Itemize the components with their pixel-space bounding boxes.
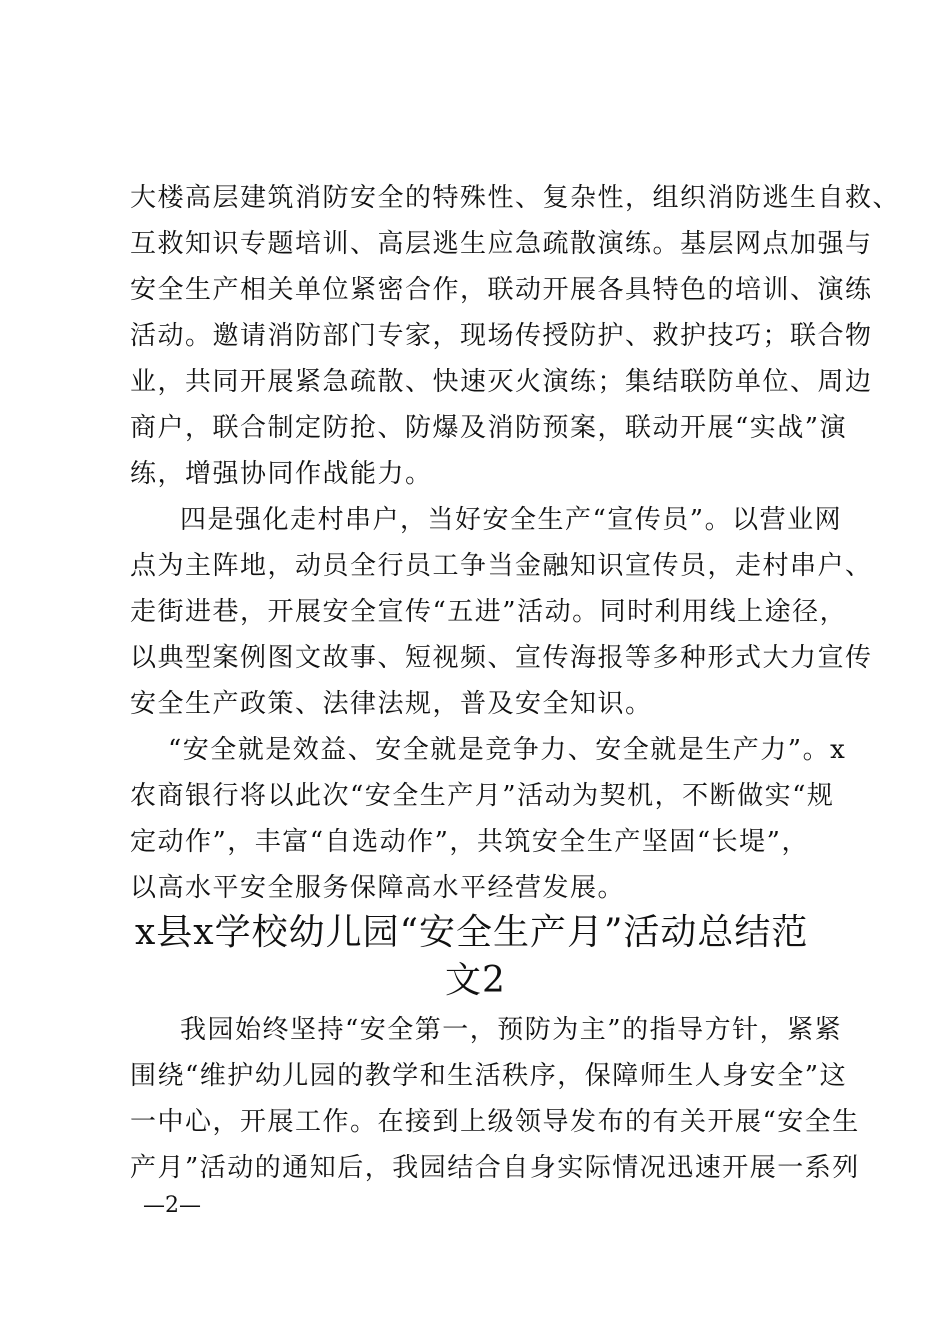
body-line: 以典型案例图文故事、短视频、宣传海报等多种形式大力宣传: [130, 643, 873, 673]
body-line: 点为主阵地，动员全行员工争当金融知识宣传员，走村串户、: [130, 551, 873, 581]
body-line: 围绕“维护幼儿园的教学和生活秩序，保障师生人身安全”这: [130, 1061, 848, 1091]
body-line: 活动。邀请消防部门专家，现场传授防护、救护技巧；联合物: [130, 321, 873, 351]
page-number: —2—: [143, 1193, 201, 1218]
body-line: 练，增强协同作战能力。: [130, 459, 433, 489]
body-line: 走街进巷，开展安全宣传“五进”活动。同时利用线上途径，: [130, 597, 848, 627]
body-line: 业，共同开展紧急疏散、快速灭火演练；集结联防单位、周边: [130, 367, 873, 397]
body-line: 以高水平安全服务保障高水平经营发展。: [130, 873, 626, 903]
body-line: 我园始终坚持“安全第一，预防为主”的指导方针，紧紧: [180, 1015, 843, 1045]
body-line: 一中心，开展工作。在接到上级领导发布的有关开展“安全生: [130, 1107, 860, 1137]
body-line: “安全就是效益、安全就是竞争力、安全就是生产力”。x: [168, 735, 847, 765]
section-title: x县x学校幼儿园“安全生产月”活动总结范: [135, 912, 809, 953]
section-title: 文2: [445, 960, 506, 1001]
body-line: 安全生产相关单位紧密合作，联动开展各具特色的培训、演练: [130, 275, 873, 305]
body-line: 四是强化走村串户，当好安全生产“宣传员”。以营业网: [180, 505, 843, 535]
body-line: 互救知识专题培训、高层逃生应急疏散演练。基层网点加强与: [130, 229, 873, 259]
body-line: 定动作”，丰富“自选动作”，共筑安全生产坚固“长堤”，: [130, 827, 809, 857]
body-line: 安全生产政策、法律法规，普及安全知识。: [130, 689, 653, 719]
body-line: 产月”活动的通知后，我园结合自身实际情况迅速开展一系列: [130, 1153, 860, 1183]
body-line: 商户，联合制定防抢、防爆及消防预案，联动开展“实战”演: [130, 413, 848, 443]
body-line: 农商银行将以此次“安全生产月”活动为契机，不断做实“规: [130, 781, 835, 811]
body-line: 大楼高层建筑消防安全的特殊性、复杂性，组织消防逃生自救、: [130, 183, 901, 213]
